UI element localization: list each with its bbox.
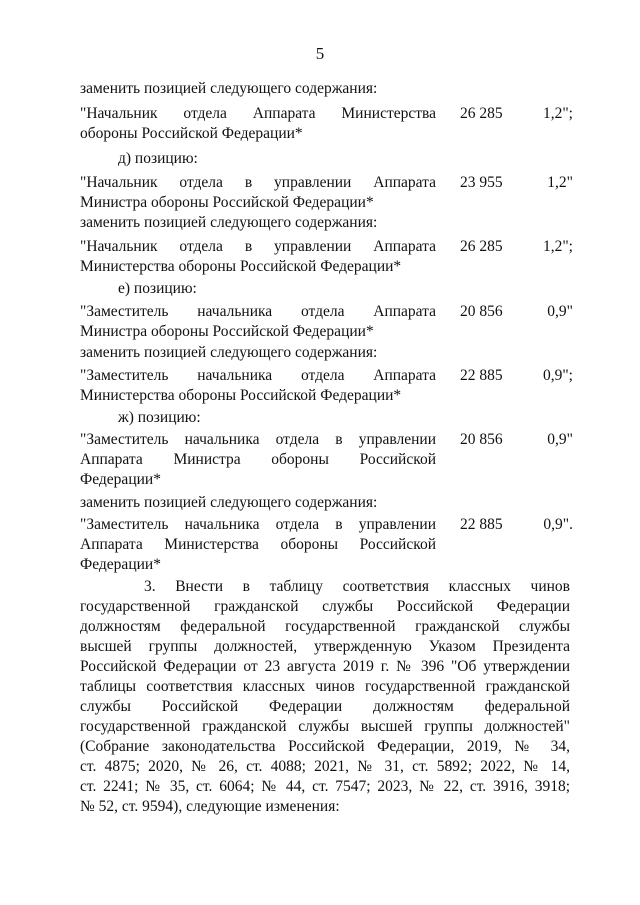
paragraph-line: службы Российской Федерации должностям федеральной bbox=[80, 698, 570, 715]
subitem-label: ж) позицию: bbox=[118, 409, 201, 426]
position-line: Министерства обороны Российской Федерации* bbox=[80, 387, 402, 404]
paragraph-line: государственной гражданской службы Российской Федерации bbox=[80, 598, 570, 615]
coefficient-value: 1,2"; bbox=[542, 105, 573, 122]
salary-value: 22 885 bbox=[460, 516, 503, 533]
instruction-line: заменить позицией следующего содержания: bbox=[80, 344, 378, 361]
paragraph-line: ст. 2241; № 35, ст. 6064; № 44, ст. 7547; 2023, № 22, ст. 3916, 3918; bbox=[80, 778, 570, 795]
position-line: Министра обороны Российской Федерации* bbox=[80, 194, 374, 211]
salary-value: 23 955 bbox=[460, 174, 503, 191]
instruction-line: заменить позицией следующего содержания: bbox=[80, 214, 378, 231]
coefficient-value: 0,9" bbox=[547, 303, 573, 320]
salary-value: 20 856 bbox=[460, 303, 503, 320]
coefficient-value: 0,9". bbox=[543, 516, 573, 533]
salary-value: 20 856 bbox=[460, 431, 503, 448]
position-line: обороны Российской Федерации* bbox=[80, 125, 303, 142]
coefficient-value: 0,9" bbox=[547, 431, 573, 448]
coefficient-value: 1,2" bbox=[547, 174, 573, 191]
coefficient-value: 0,9"; bbox=[542, 367, 573, 384]
page-number: 5 bbox=[315, 44, 325, 63]
paragraph-line: Российской Федерации от 23 августа 2019 г. № 396 "Об утверждении bbox=[80, 658, 570, 675]
paragraph-3 bbox=[80, 577, 570, 817]
position-line: Министерства обороны Российской Федерации* bbox=[80, 258, 402, 275]
paragraph-line: государственной гражданской службы высшей группы должностей" bbox=[80, 718, 570, 735]
position-line: Федерации* bbox=[80, 556, 161, 573]
position-line: Федерации* bbox=[80, 471, 161, 488]
paragraph-line: высшей группы должностей, утвержденную Указом Президента bbox=[80, 638, 570, 655]
position-line: Министра обороны Российской Федерации* bbox=[80, 323, 374, 340]
position-line: "Заместитель начальника отдела в управлении bbox=[80, 431, 436, 448]
position-line: "Начальник отдела в управлении Аппарата bbox=[80, 238, 436, 255]
position-line: "Начальник отдела в управлении Аппарата bbox=[80, 174, 436, 191]
position-line: Аппарата Министерства обороны Российской bbox=[80, 536, 436, 553]
instruction-line: заменить позицией следующего содержания: bbox=[80, 494, 378, 511]
paragraph-line: (Собрание законодательства Российской Федерации, 2019, № 34, bbox=[80, 738, 570, 755]
position-line: Аппарата Министра обороны Российской bbox=[80, 451, 436, 468]
paragraph-line: ст. 4875; 2020, № 26, ст. 4088; 2021, № 31, ст. 5892; 2022, № 14, bbox=[80, 758, 570, 775]
paragraph-line: должностям федеральной государственной гражданской службы bbox=[80, 618, 570, 635]
position-line: "Начальник отдела Аппарата Министерства bbox=[80, 105, 436, 122]
paragraph-line: 3. Внести в таблицу соответствия классных чинов bbox=[144, 578, 570, 595]
salary-value: 26 285 bbox=[460, 238, 503, 255]
position-line: "Заместитель начальника отдела Аппарата bbox=[80, 367, 436, 384]
coefficient-value: 1,2"; bbox=[542, 238, 573, 255]
paragraph-line: № 52, ст. 9594), следующие изменения: bbox=[80, 798, 340, 815]
position-line: "Заместитель начальника отдела в управлении bbox=[80, 516, 436, 533]
salary-value: 22 885 bbox=[460, 367, 503, 384]
instruction-line: заменить позицией следующего содержания: bbox=[80, 80, 378, 97]
position-line: "Заместитель начальника отдела Аппарата bbox=[80, 303, 436, 320]
subitem-label: е) позицию: bbox=[118, 280, 197, 297]
subitem-label: д) позицию: bbox=[118, 150, 198, 167]
paragraph-line: таблицы соответствия классных чинов государственной гражданской bbox=[80, 678, 570, 695]
salary-value: 26 285 bbox=[460, 105, 503, 122]
